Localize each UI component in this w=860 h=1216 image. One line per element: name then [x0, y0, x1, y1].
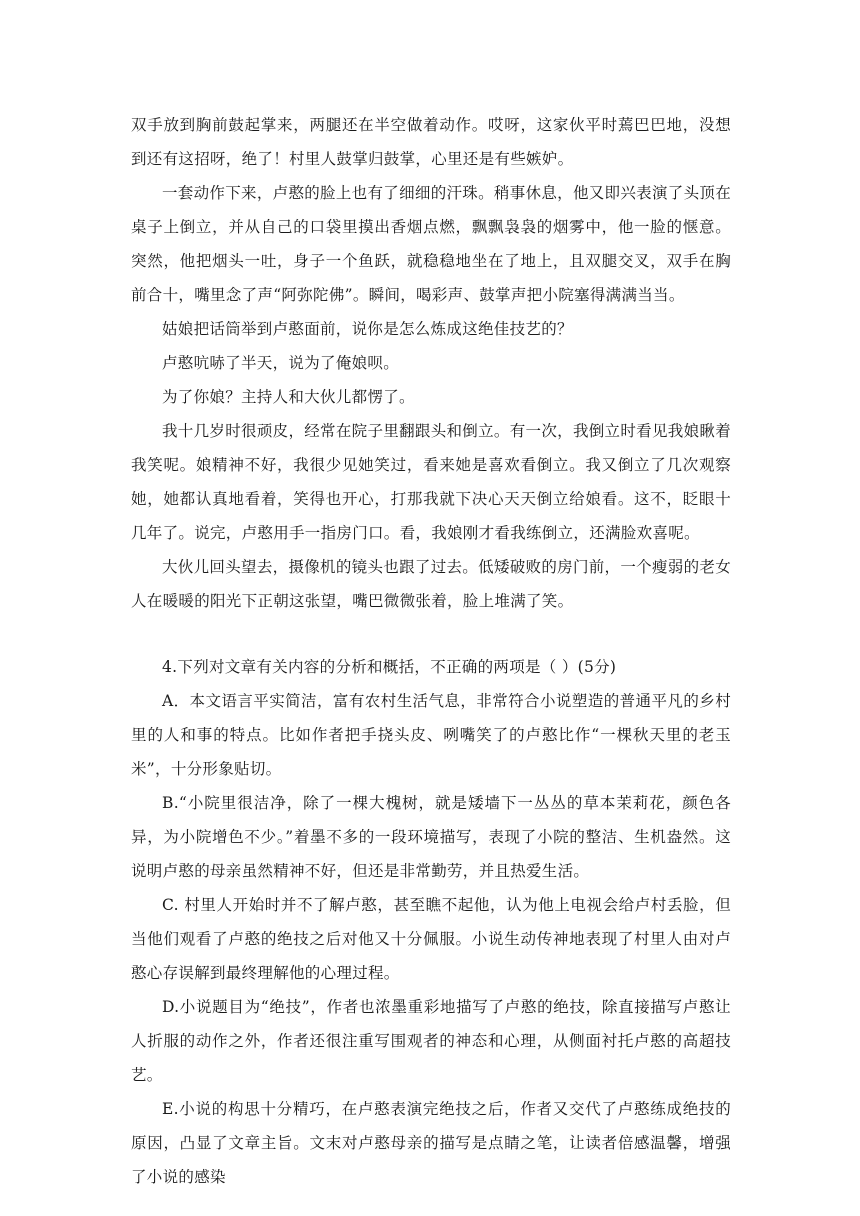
option-e: E.小说的构思十分精巧，在卢憨表演完绝技之后，作者又交代了卢憨练成绝技的原因，凸显了文章主旨。文末对卢憨母亲的描写是点睛之笔，让读者倍感温馨，增强了小说的感染: [131, 1100, 731, 1186]
story-paragraph-1: 双手放到胸前鼓起掌来，两腿还在半空做着动作。哎呀，这家伙平时蔫巴巴地，没想到还有这招呀，绝了！村里人鼓掌归鼓掌，心里还是有些嫉妒。: [131, 116, 731, 168]
option-c: C. 村里人开始时并不了解卢憨，甚至瞧不起他，认为他上电视会给卢村丢脸，但当他们观看了卢憨的绝技之后对他又十分佩服。小说生动传神地表现了村里人由对卢憨心存误解到最终理解他的心理过程。: [131, 896, 731, 982]
story-paragraph-5: 为了你娘？主持人和大伙儿都愣了。: [162, 388, 415, 406]
story-paragraph-3: 姑娘把话筒举到卢憨面前，说你是怎么炼成这绝佳技艺的？: [162, 320, 573, 338]
story-paragraph-2: 一套动作下来，卢憨的脸上也有了细细的汗珠。稍事休息，他又即兴表演了头顶在桌子上倒立，并从自己的口袋里摸出香烟点燃，飘飘袅袅的烟雾中，他一脸的惬意。突然，他把烟头一吐，身子一个鱼跃，就稳稳地坐在了地上，且双腿交叉，双手在胸前合十，嘴里念了声“阿弥陀佛”。瞬间，喝彩声、鼓掌声把小院塞得满满当当。: [131, 184, 731, 304]
option-a: A．本文语言平实简洁，富有农村生活气息，非常符合小说塑造的普通平凡的乡村里的人和事的特点。比如作者把手挠头皮、咧嘴笑了的卢憨比作“一棵秋天里的老玉米”，十分形象贴切。: [131, 692, 731, 778]
question-stem: 4.下列对文章有关内容的分析和概括，不正确的两项是（ ）(5分): [162, 658, 617, 676]
option-d: D.小说题目为“绝技”，作者也浓墨重彩地描写了卢憨的绝技，除直接描写卢憨让人折服的动作之外，作者还很注重写围观者的神态和心理，从侧面衬托卢憨的高超技艺。: [131, 998, 731, 1084]
section-spacer: [131, 618, 731, 650]
option-b: B.“小院里很洁净，除了一棵大槐树，就是矮墙下一丛丛的草本茉莉花，颜色各异，为小院增色不少。”着墨不多的一段环境描写，表现了小院的整洁、生机盎然。这说明卢憨的母亲虽然精神不好，但还是非常勤劳，并且热爱生活。: [131, 794, 731, 880]
story-paragraph-4: 卢憨吭哧了半天，说为了俺娘呗。: [162, 354, 400, 372]
story-paragraph-6: 我十几岁时很顽皮，经常在院子里翻跟头和倒立。有一次，我倒立时看见我娘瞅着我笑呢。娘精神不好，我很少见她笑过，看来她是喜欢看倒立。我又倒立了几次观察她，她都认真地看着，笑得也开心，打那我就下决心天天倒立给娘看。这不，眨眼十几年了。说完，卢憨用手一指房门口。看，我娘刚才看我练倒立，还满脸欢喜呢。: [131, 422, 731, 542]
document-page: [131, 108, 731, 1194]
story-paragraph-7: 大伙儿回头望去，摄像机的镜头也跟了过去。低矮破败的房门前，一个瘦弱的老女人在暖暖的阳光下正朝这张望，嘴巴微微张着，脸上堆满了笑。: [131, 558, 731, 610]
